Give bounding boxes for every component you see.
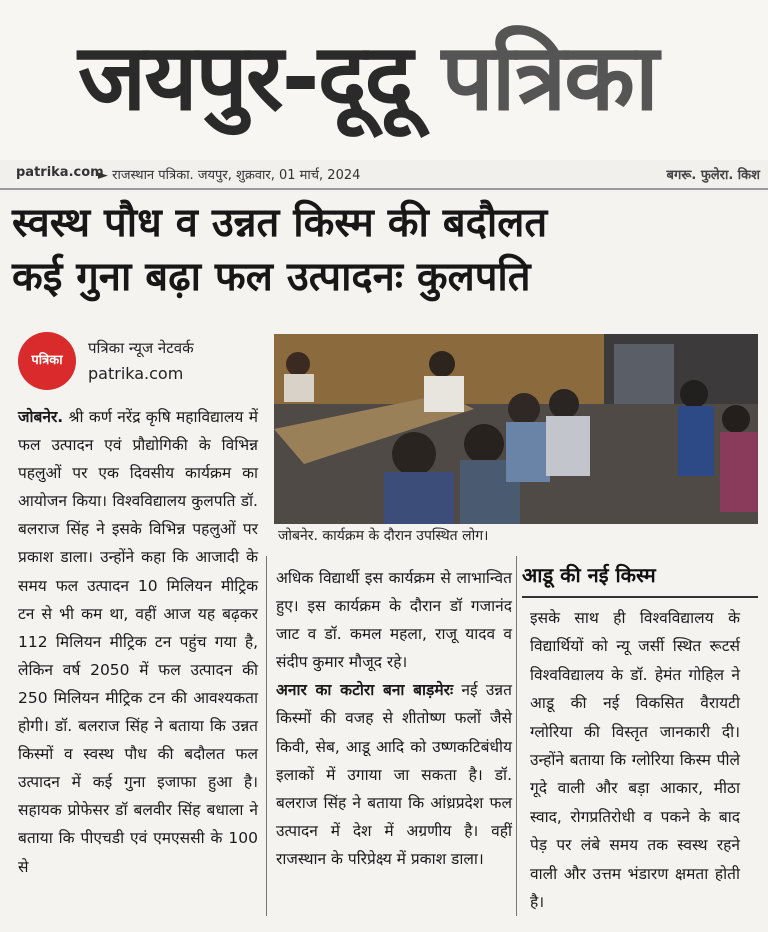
column-divider bbox=[266, 556, 267, 916]
article-column-1 bbox=[18, 403, 258, 881]
masthead bbox=[0, 0, 768, 160]
article-column-2 bbox=[276, 564, 512, 873]
masthead-dateline-bar bbox=[0, 160, 768, 190]
masthead-brand: पत्रिका bbox=[441, 24, 657, 131]
meeting-photo-illustration bbox=[274, 334, 758, 524]
patrika-logo: पत्रिका bbox=[18, 332, 76, 390]
headline-line-2: कई गुना बढ़ा फल उत्पादनः कुलपति bbox=[12, 254, 531, 300]
masthead-title-main: जयपुर-दूदू bbox=[78, 24, 412, 131]
headline-line-1: स्वस्थ पौध व उन्नत किस्म की बदौलत bbox=[12, 200, 548, 246]
byline bbox=[18, 328, 268, 396]
column-divider bbox=[516, 556, 517, 916]
masthead-title bbox=[78, 18, 657, 138]
article-subhead: अनार का कटोरा बना बाड़मेरः bbox=[276, 681, 454, 700]
masthead-site: patrika.com bbox=[16, 165, 104, 180]
article-column-2-text-2: नई उन्नत किस्मों की वजह से शीतोष्ण फलों जैसे किवी, सेब, आडू आदि को उष्णकटिबंधीय इलाकों में उगाया जा सकता है। डॉ. बलराज सिंह ने बताया कि आंध्रप्रदेश फल उत्पादन में देश में अग्रणीय है। वहीं राजस्थान के परिप्रेक्ष्य में प्रकाश डाला। bbox=[276, 681, 512, 868]
byline-site: patrika.com bbox=[88, 364, 184, 383]
article-column-2-text: अधिक विद्यार्थी इस कार्यक्रम से लाभान्वित हुए। इस कार्यक्रम के दौरान डॉ गजानंद जाट व डॉ. कमल महला, राजू यादव व संदीप कुमार मौजूद रहे। bbox=[276, 569, 512, 672]
article-column-1-text: श्री कर्ण नरेंद्र कृषि महाविद्यालय में फल उत्पादन एवं प्रौद्योगिकी के विभिन्न पहलुओं पर एक दिवसीय कार्यक्रम का आयोजन किया। विश्वविद्यालय कुलपति डॉ. बलराज सिंह ने इसके विभिन्न पहलुओं पर प्रकाश डाला। उन्होंने कहा कि आजादी के समय फल उत्पादन 10 मिलियन मीट्रिक टन से भी कम था, वहीं आज यह बढ़कर 112 मिलियन मीट्रिक टन पहुंच गया है, लेकिन वर्ष 2050 में फल उत्पादन की 250 मिलियन मीट्रिक टन की आवश्यकता होगी। डॉ. बलराज सिंह ने बताया कि उन्नत किस्मों व स्वस्थ पौध की बदौलत फल उत्पादन में कई गुना इजाफा हुआ है। सहायक प्रोफेसर डॉ बलवीर सिंह बधाला ने बताया कि पीएचडी एवं एमएससी के 100 से bbox=[18, 408, 258, 876]
sidebar-box-title: आडू की नई किस्म bbox=[522, 563, 656, 587]
photo-caption: जोबनेर. कार्यक्रम के दौरान उपस्थित लोग। bbox=[278, 528, 489, 544]
article-dateline-lead: जोबनेर. bbox=[18, 408, 64, 426]
masthead-dateline: ► राजस्थान पत्रिका. जयपुर, शुक्रवार, 01 मार्च, 2024 bbox=[98, 168, 361, 183]
box-title-rule bbox=[522, 596, 758, 598]
article-headline bbox=[12, 196, 760, 304]
news-photo bbox=[274, 334, 758, 524]
masthead-places: बगरू. फुलेरा. किश bbox=[666, 168, 760, 183]
byline-agency: पत्रिका न्यूज नेटवर्क bbox=[88, 339, 194, 357]
sidebar-box-text: इसके साथ ही विश्वविद्यालय के विद्यार्थियों को न्यू जर्सी स्थित रूटर्स विश्वविद्यालय के डॉ. हेमंत गोहिल ने आडू की नई विकसित वैरायटी ग्लोरिया की विस्तृत जानकारी दी। उन्होंने बताया कि ग्लोरिया किस्म पीले गूदे वाली और बड़ा आकार, मीठा स्वाद, रोगप्रतिरोधी व पकने के बाद पेड़ पर लंबे समय तक स्वस्थ रहने वाली और उत्तम भंडारण क्षमता होती है। bbox=[530, 609, 740, 912]
